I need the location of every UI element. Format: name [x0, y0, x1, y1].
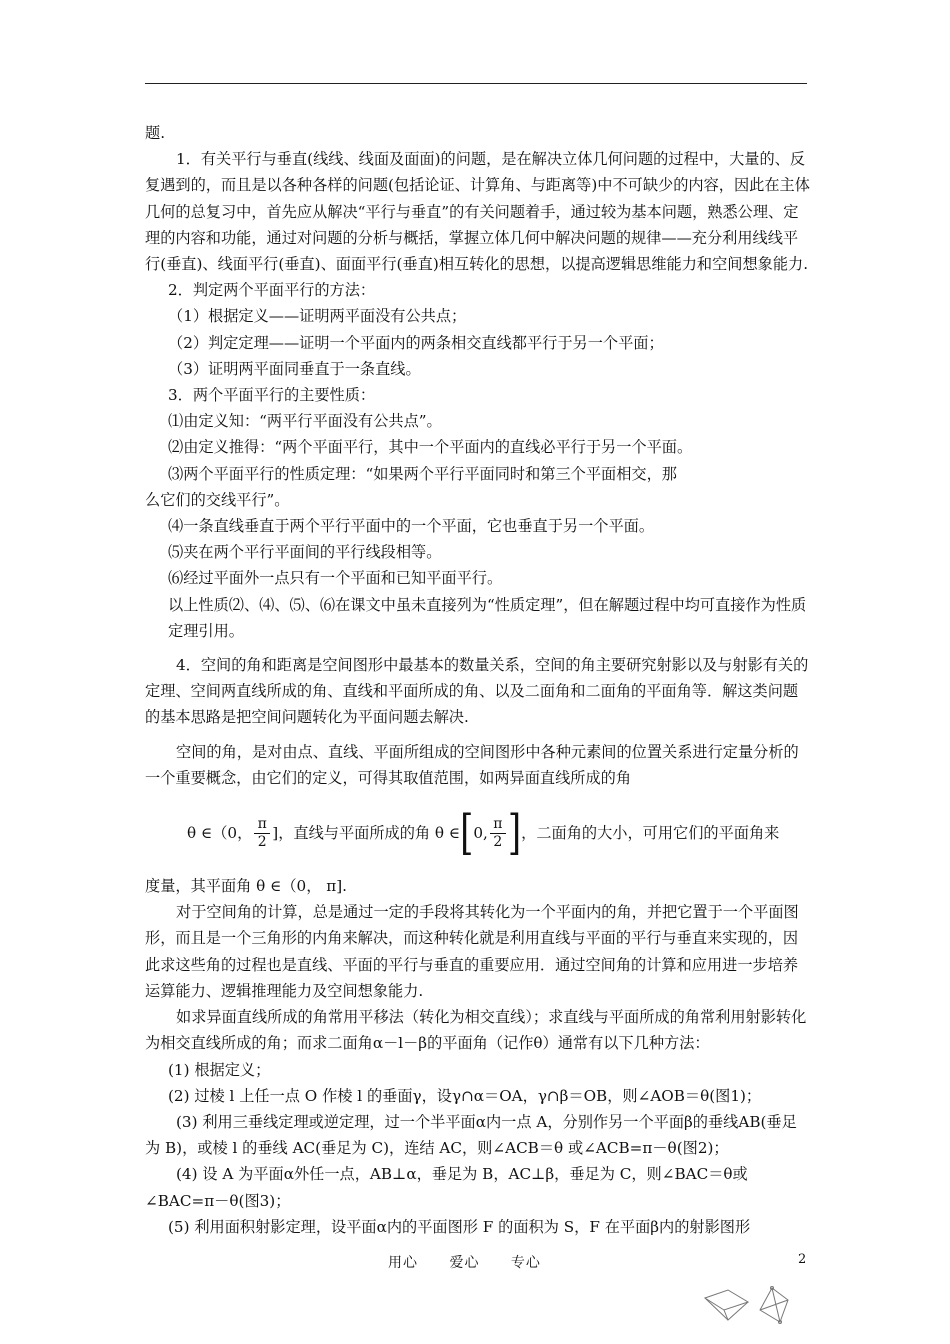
list-item: (1) 根据定义； [168, 1060, 271, 1079]
list-item: ⑹经过平面外一点只有一个平面和已知平面平行。 [168, 569, 503, 588]
list-item: （2）判定定理——证明一个平面内的两条相交直线都平行于另一个平面； [168, 333, 664, 352]
fraction-numerator: π [257, 815, 267, 832]
text-line: 题. [145, 124, 166, 142]
list-item: ⑸夹在两个平行平面间的平行线段相等。 [168, 543, 442, 562]
fraction [490, 816, 506, 851]
math-line [187, 801, 810, 865]
heading-2: 2．判定两个平面平行的方法： [168, 281, 376, 300]
paragraph: 对于空间角的计算，总是通过一定的手段将其转化为一个平面内的角，并把它置于一个平面图形，而且是一个三角形的内角来解决，而这种转化就是利用直线与平面的平行与垂直来实现的，因此求这些角的过程也是直线、平面的平行与垂直的重要应用．通过空间角的计算和应用进一步培养运算能力、逻辑推理能力及空间想象能力. [145, 903, 799, 1000]
fraction-denominator: 2 [493, 833, 503, 850]
footer-word: 专心 [510, 1255, 541, 1271]
footer-word: 用心 [388, 1255, 418, 1271]
math-text: ]，直线与平面所成的角 θ ∈ [272, 823, 461, 842]
list-item: (4) 设 A 为平面α外任一点，AB⊥α，垂足为 B，AC⊥β，垂足为 C，则∠BAC＝θ或∠BAC=π－θ(图3)； [145, 1165, 748, 1210]
footer-word: 爱心 [449, 1255, 480, 1271]
paragraph: 以上性质⑵、⑷、⑸、⑹在课文中虽未直接列为“性质定理”，但在解题过程中均可直接作为性质定理引用。 [168, 595, 807, 640]
paragraph-4: 4．空间的角和距离是空间图形中最基本的数量关系，空间的角主要研究射影以及与射影有关的定理、空间两直线所成的角、直线和平面所成的角、以及二面角和二面角的平面角等．解这类问题的基本思路是把空间问题转化为平面问题去解决. [145, 656, 809, 727]
list-item: (3) 利用三垂线定理或逆定理，过一个半平面α内一点 A，分别作另一个平面β的垂线AB(垂足为 B)，或棱 l 的垂线 AC(垂足为 C)，连结 AC，则∠ACB＝θ 或∠ACB=π－θ(图2)； [145, 1112, 797, 1158]
fraction-numerator: π [493, 815, 503, 832]
list-item: ⑷一条直线垂直于两个平行平面中的一个平面，它也垂直于另一个平面。 [168, 517, 654, 536]
fraction [254, 816, 270, 851]
document-body [145, 120, 810, 1240]
list-item-continuation: 么它们的交线平行”。 [145, 490, 290, 509]
math-text: ，二面角的大小，可用它们的平面角来 [521, 823, 780, 842]
list-item: ⑶两个平面平行的性质定理：“如果两个平行平面同时和第三个平面相交，那 [168, 464, 677, 483]
geometry-logo-icon [700, 1280, 800, 1330]
paragraph: 如求异面直线所成的角常用平移法（转化为相交直线）；求直线与平面所成的角常利用射影转化为相交直线所成的角；而求二面角α－l－β的平面角（记作θ）通常有以下几种方法： [145, 1008, 807, 1053]
math-text: 0, [473, 823, 488, 842]
header-rule [145, 83, 807, 84]
fraction-denominator: 2 [257, 833, 267, 850]
paragraph: 空间的角，是对由点、直线、平面所组成的空间图形中各种元素间的位置关系进行定量分析的一个重要概念，由它们的定义，可得其取值范围，如两异面直线所成的角 [145, 742, 799, 787]
left-bracket: [ [460, 805, 474, 862]
list-item: ⑴由定义知：“两平行平面没有公共点”。 [168, 412, 442, 431]
heading-3: 3．两个平面平行的主要性质： [168, 386, 376, 405]
list-item: （3）证明两平面同垂直于一条直线。 [168, 359, 421, 378]
text-line: 度量，其平面角 θ ∈（0， π]. [145, 877, 347, 896]
footer [388, 1252, 567, 1272]
list-item: （1）根据定义——证明两平面没有公共点； [168, 307, 467, 326]
page-number: 2 [798, 1252, 807, 1267]
right-bracket: ] [507, 805, 522, 862]
list-item: ⑵由定义推得：“两个平面平行，其中一个平面内的直线必平行于另一个平面。 [168, 438, 693, 457]
list-item: (5) 利用面积射影定理，设平面α内的平面图形 F 的面积为 S，F 在平面β内的射影图形 [168, 1217, 751, 1236]
paragraph-1: 1．有关平行与垂直(线线、线面及面面)的问题，是在解决立体几何问题的过程中，大量的、反复遇到的，而且是以各种各样的问题(包括论证、计算角、与距离等)中不可缺少的内容，因此在主体几何的总复习中，首先应从解决“平行与垂直”的有关问题着手，通过较为基本问题，熟悉公理、定理的内容和功能，通过对问题的分析与概括，掌握立体几何中解决问题的规律——充分利用线线平行(垂直)、线面平行(垂直)、面面平行(垂直)相互转化的思想，以提高逻辑思维能力和空间想象能力. [145, 150, 810, 274]
math-text: θ ∈（0， [187, 823, 253, 842]
list-item: (2) 过棱 l 上任一点 O 作棱 l 的垂面γ，设γ∩α＝OA，γ∩β＝OB，则∠AOB＝θ(图1)； [168, 1086, 762, 1105]
